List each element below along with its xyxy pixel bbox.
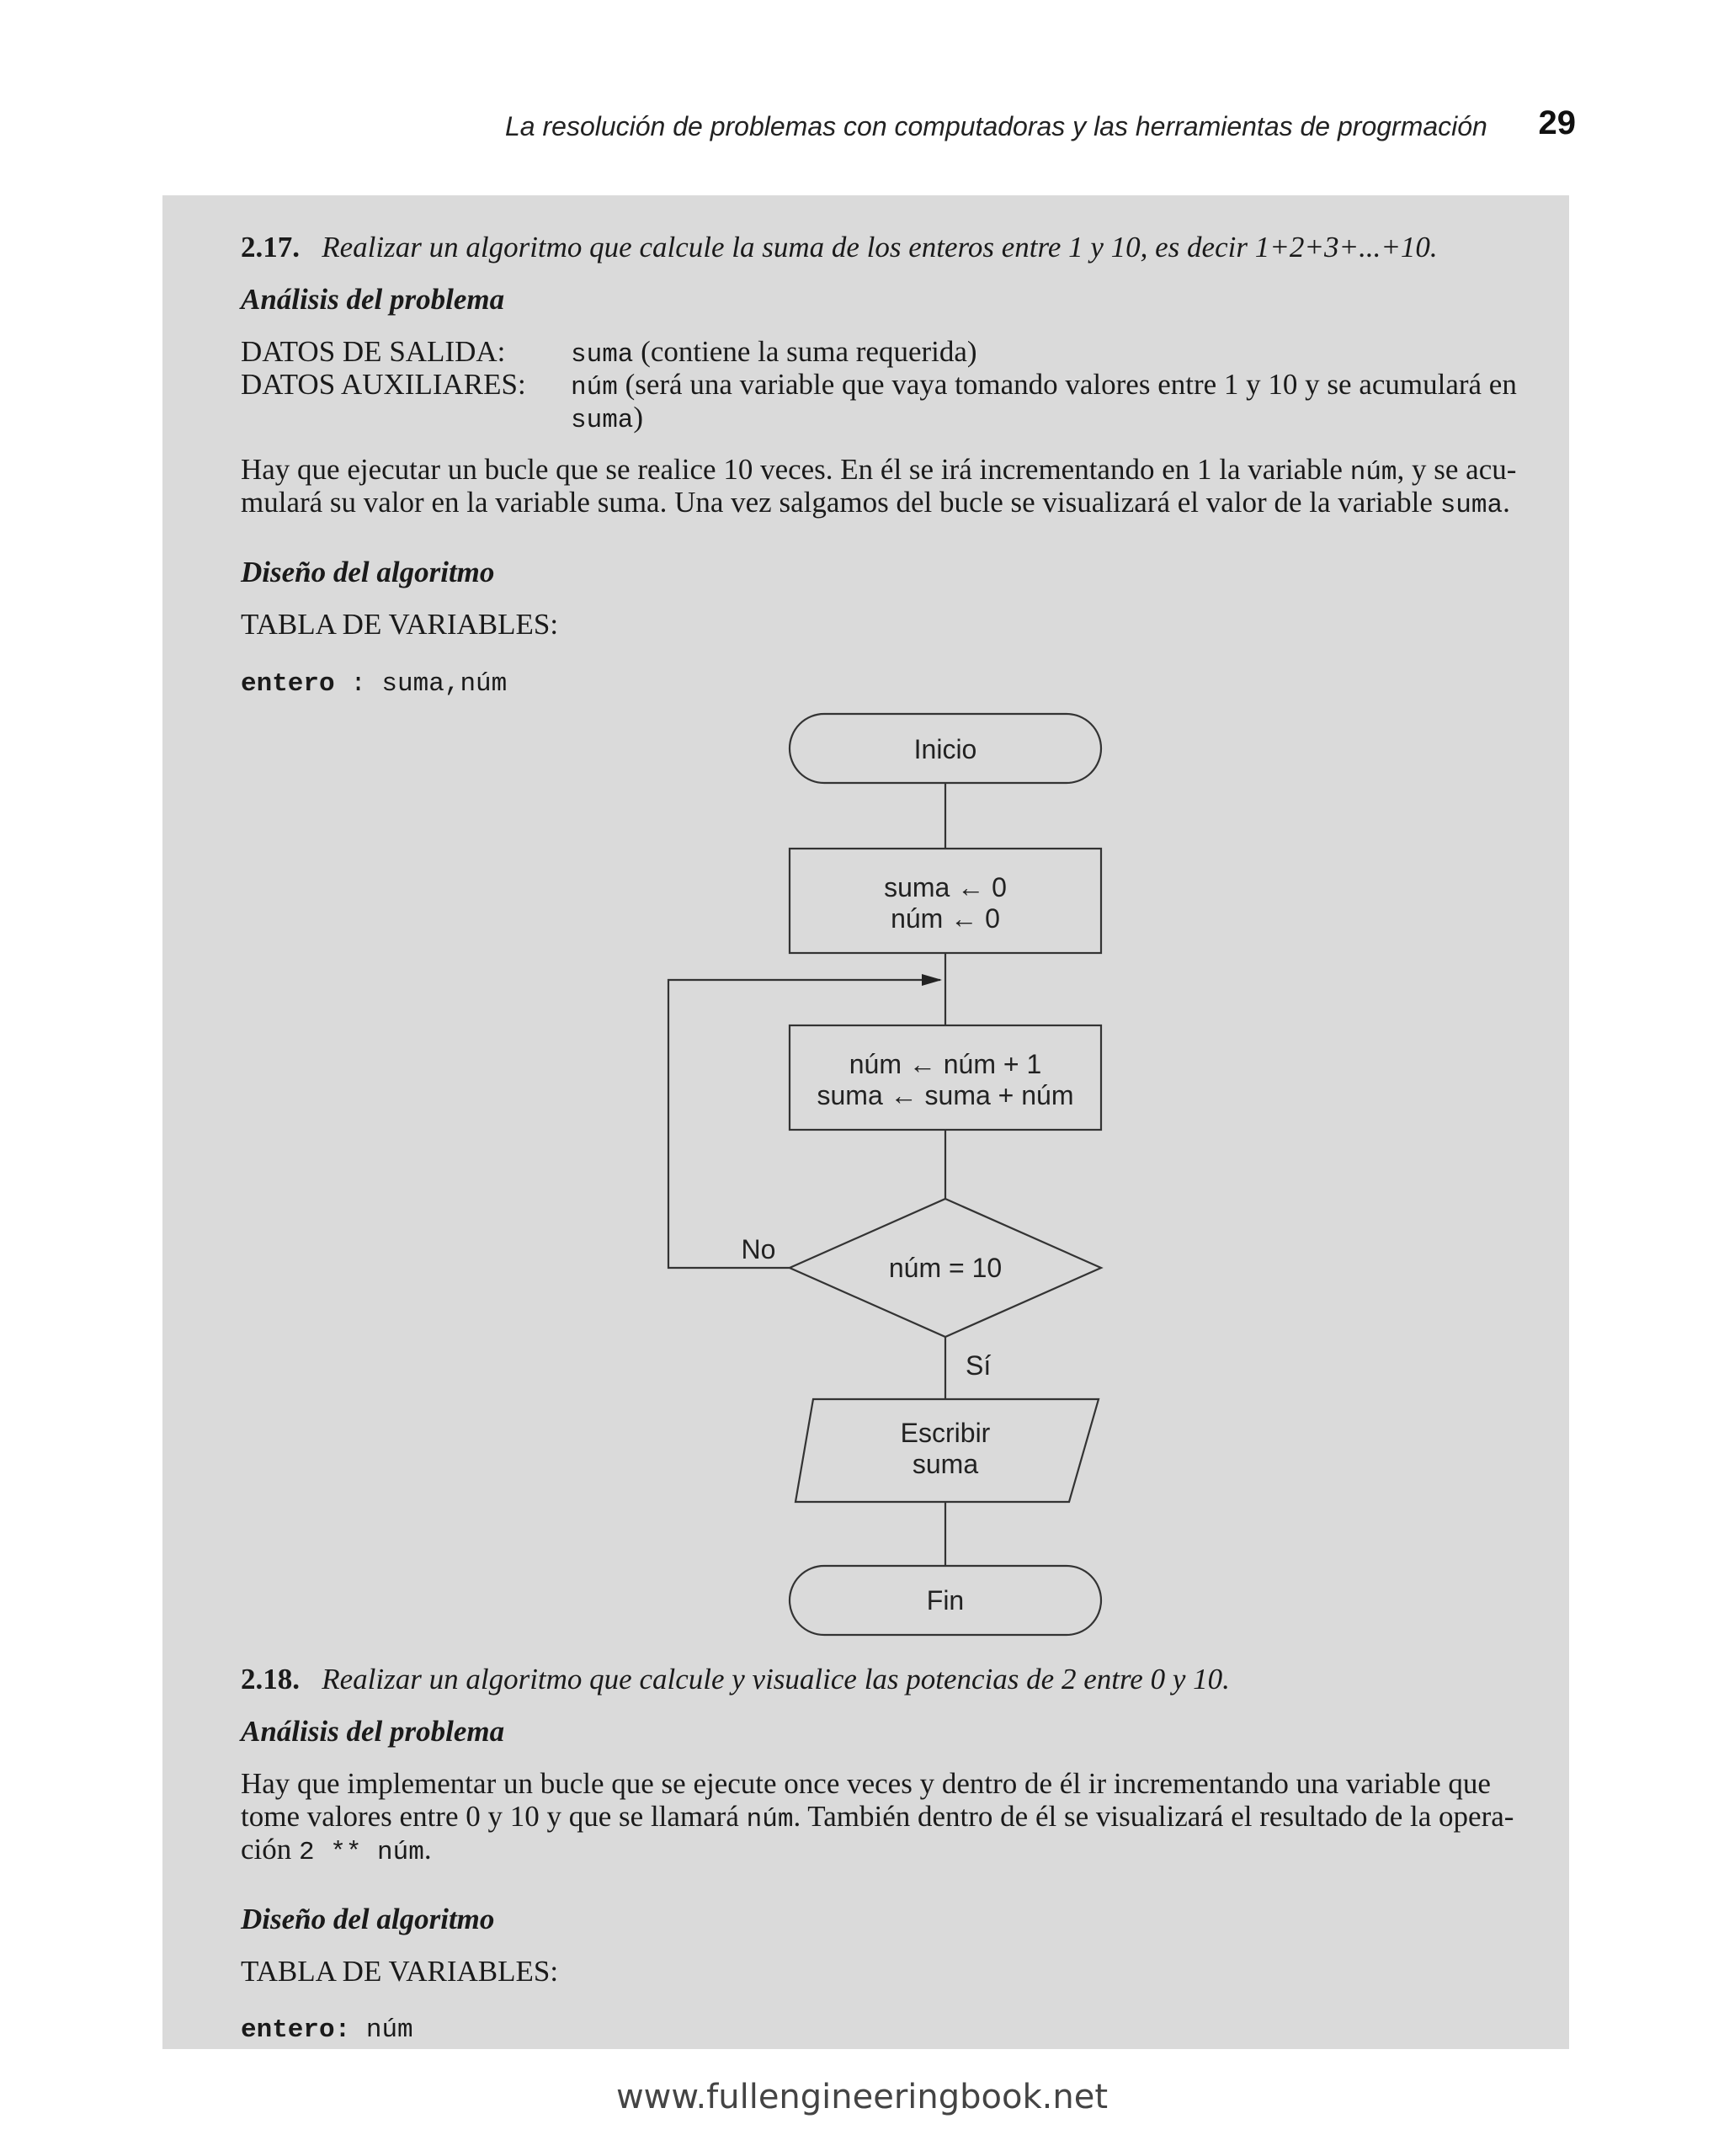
output-data-value: [571, 335, 977, 372]
output-label-1: Escribir: [900, 1418, 991, 1448]
design-heading: Diseño del algoritmo: [241, 1903, 495, 1935]
end-label: Fin: [926, 1585, 965, 1616]
footer-url: www.fullengineeringbook.net: [615, 2078, 1109, 2116]
aux-data-label: DATOS AUXILIARES:: [241, 368, 526, 401]
loop-label-2: suma ← suma + núm: [817, 1080, 1074, 1110]
exercise-statement: Realizar un algoritmo que calcule y visualice las potencias de 2 entre 0 y 10.: [322, 1663, 1230, 1696]
exercise-statement: Realizar un algoritmo que calcule la suma de los enteros entre 1 y 10, es decir 1+2+3+...+10.: [322, 231, 1438, 264]
start-label: Inicio: [913, 734, 977, 764]
analysis-heading: Análisis del problema: [241, 1715, 505, 1748]
analysis-heading: Análisis del problema: [241, 283, 505, 316]
aux-data-value: [571, 368, 1517, 405]
output-data-description: (contiene la suma requerida): [633, 335, 977, 368]
flowchart: [657, 707, 1128, 1642]
variable-name: suma: [1439, 491, 1503, 520]
type-keyword: entero:: [241, 2015, 351, 2045]
explanation-line-3: ción 2 ** núm.: [241, 1833, 432, 1867]
variable-name: suma: [571, 406, 634, 435]
exercise-217-title: [241, 231, 1438, 264]
exercise-number: 2.17.: [241, 231, 300, 264]
output-data-label: DATOS DE SALIDA:: [241, 335, 506, 368]
condition-label: núm = 10: [888, 1253, 1003, 1283]
type-keyword: entero: [241, 669, 335, 699]
no-branch-label: No: [741, 1234, 776, 1264]
exercise-number: 2.18.: [241, 1663, 300, 1696]
yes-branch-label: Sí: [966, 1350, 992, 1381]
aux-data-description: (será una variable que vaya tomando valores entre 1 y 10 y se acumulará en: [617, 368, 1517, 401]
explanation-line-1: Hay que implementar un bucle que se ejecute once veces y dentro de él ir incrementando una variable que: [241, 1767, 1491, 1800]
init-label-2: núm ← 0: [891, 903, 1000, 934]
code-expression: 2 ** núm: [299, 1838, 424, 1867]
exercise-218-title: [241, 1663, 1230, 1696]
explanation-line-2: tome valores entre 0 y 10 y que se llamará núm. También dentro de él se visualizará el resultado de la opera-: [241, 1800, 1514, 1834]
variable-declaration: entero : suma,núm: [241, 669, 508, 699]
variable-name: suma: [571, 340, 634, 370]
loop-label-1: núm ← núm + 1: [849, 1049, 1042, 1079]
page-number: 29: [1538, 104, 1576, 141]
explanation-line-1: Hay que ejecutar un bucle que se realice 10 veces. En él se irá incrementando en 1 la variable núm, y se acu-: [241, 453, 1517, 487]
variable-table-heading: TABLA DE VARIABLES:: [241, 1955, 559, 1988]
output-label-2: suma: [912, 1449, 979, 1479]
design-heading: Diseño del algoritmo: [241, 556, 495, 588]
variable-declaration: entero: núm: [241, 2015, 413, 2045]
variable-name: núm: [1349, 458, 1397, 487]
aux-data-continuation: suma): [571, 401, 644, 435]
explanation-line-2: mulará su valor en la variable suma. Una vez salgamos del bucle se visualizará el valor de la variable suma.: [241, 486, 1510, 520]
variable-name: núm: [746, 1805, 794, 1834]
init-label-1: suma ← 0: [884, 872, 1007, 902]
variable-table-heading: TABLA DE VARIABLES:: [241, 608, 559, 641]
variable-name: núm: [571, 373, 618, 402]
running-header: La resolución de problemas con computadoras y las herramientas de progrmación: [505, 111, 1487, 141]
